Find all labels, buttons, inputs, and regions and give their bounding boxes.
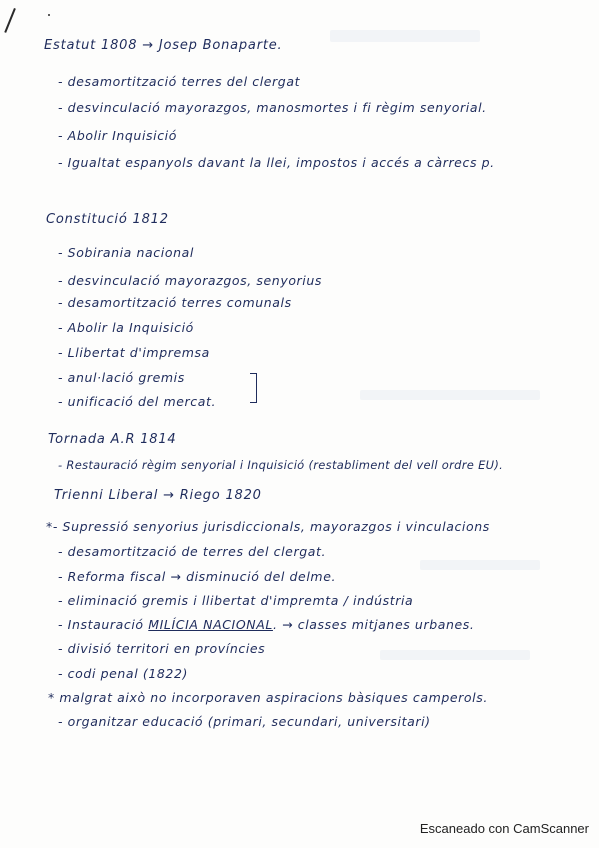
note-item: - Sobirania nacional — [58, 245, 194, 260]
note-item: - unificació del mercat. — [58, 394, 217, 409]
note-item: - eliminació gremis i llibertat d'impremta / indústria — [58, 593, 414, 608]
section-heading-constitucio-1812: Constitució 1812 — [46, 212, 169, 227]
note-text: . → classes mitjanes urbanes. — [272, 617, 475, 632]
note-item: - desvinculació mayorazgos, senyorius — [58, 273, 323, 288]
note-item: - Abolir la Inquisició — [58, 320, 194, 335]
note-item: - Restauració règim senyorial i Inquisició (restabliment del vell ordre EU). — [58, 458, 504, 472]
bleed-through-mark — [360, 390, 540, 400]
note-text: - Instauració — [58, 617, 144, 632]
section-heading-trienni-liberal-1820: Trienni Liberal → Riego 1820 — [54, 488, 262, 503]
section-heading-estatut-1808: Estatut 1808 → Josep Bonaparte. — [44, 38, 283, 53]
note-item: - anul·lació gremis — [58, 370, 185, 385]
pen-stroke-mark — [4, 8, 15, 33]
note-item: - codi penal (1822) — [58, 666, 189, 681]
note-item: - organitzar educació (primari, secundari, universitari) — [58, 714, 431, 729]
scanner-watermark: Escaneado con CamScanner — [419, 821, 589, 836]
section-heading-tornada-1814: Tornada A.R 1814 — [48, 432, 177, 447]
note-item: * malgrat això no incorporaven aspiracions bàsiques camperols. — [48, 690, 488, 705]
bleed-through-mark — [420, 560, 540, 570]
note-item: - Abolir Inquisició — [58, 128, 177, 143]
note-item: - desamortització de terres del clergat. — [58, 544, 327, 559]
note-item: *- Supressió senyorius jurisdiccionals, mayorazgos i vinculacions — [46, 519, 490, 534]
bleed-through-mark — [330, 30, 480, 42]
note-item: - Llibertat d'impremsa — [58, 345, 210, 360]
bleed-through-mark — [380, 650, 530, 660]
note-item: - desvinculació mayorazgos, manosmortes i fi règim senyorial. — [58, 100, 487, 115]
pen-dot-mark — [48, 14, 50, 16]
underlined-term: MILÍCIA NACIONAL — [148, 617, 273, 632]
note-item: - desamortització terres del clergat — [58, 74, 301, 89]
bracket-mark — [250, 373, 257, 403]
note-item: - desamortització terres comunals — [58, 295, 292, 310]
note-item: - Reforma fiscal → disminució del delme. — [58, 569, 337, 584]
note-item: - divisió territori en províncies — [58, 641, 266, 656]
note-item: - Igualtat espanyols davant la llei, impostos i accés a càrrecs p. — [58, 155, 495, 170]
note-item-instauracio — [58, 617, 475, 632]
